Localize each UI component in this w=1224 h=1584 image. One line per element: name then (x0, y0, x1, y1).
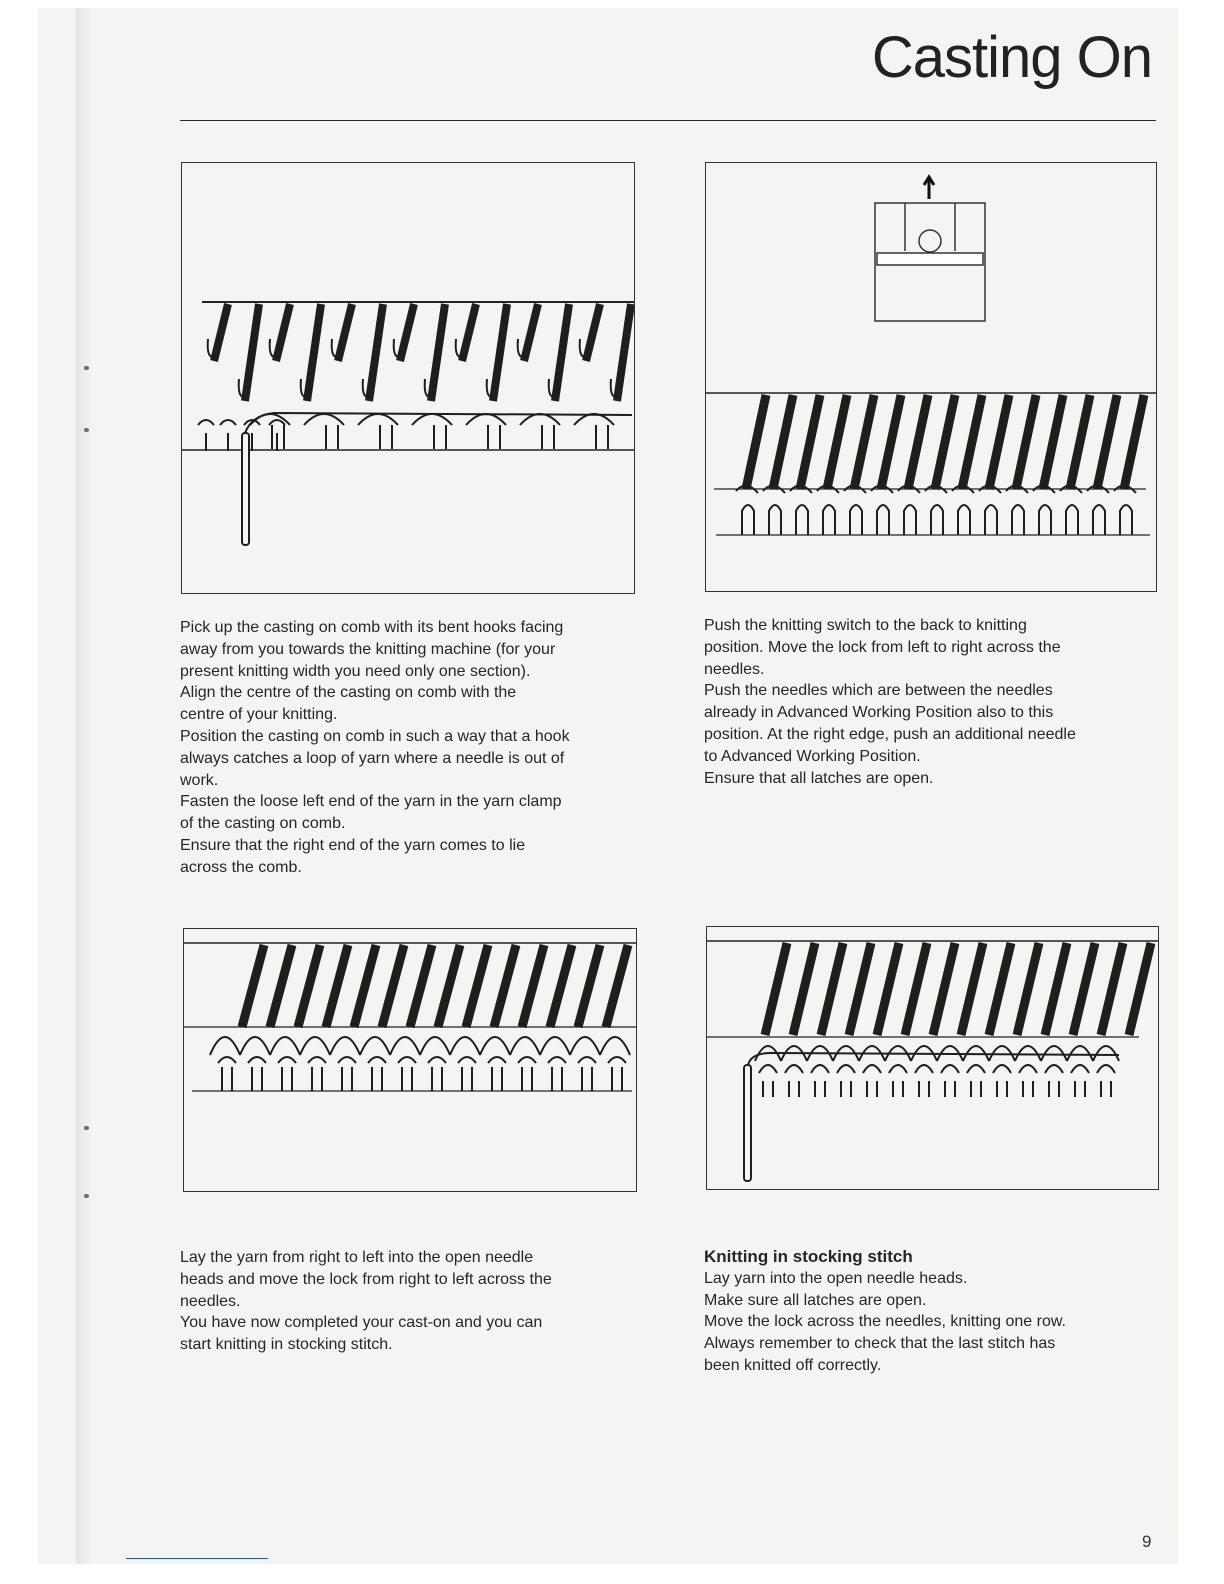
comb-tooth (338, 304, 352, 361)
needle (1016, 395, 1036, 489)
needle (989, 395, 1009, 489)
needle (326, 945, 348, 1027)
needle-head (1060, 485, 1082, 535)
needle (494, 945, 516, 1027)
casting-comb-illustration-icon (182, 163, 634, 593)
needle (1043, 395, 1063, 489)
comb-tooth (493, 304, 507, 401)
needle-head (898, 485, 920, 535)
needle (410, 945, 432, 1027)
yarn-loop (480, 1037, 510, 1091)
comb-tooth (524, 304, 538, 361)
text-line: heads and move the lock from right to left across the (180, 1270, 552, 1288)
text-line: Ensure that the right end of the yarn comes to lie (180, 836, 526, 854)
text-line: start knitting in stocking stitch. (180, 1336, 393, 1354)
text-line: Ensure that all latches are open. (704, 769, 934, 787)
yarn-loop (358, 414, 398, 449)
needle (765, 943, 787, 1035)
text-line: present knitting width you need only one section). (180, 662, 531, 680)
comb-tooth (400, 304, 414, 361)
text-line: position. Move the lock from left to right across the (704, 638, 1061, 656)
needle-head (817, 485, 839, 535)
needle-head (925, 485, 947, 535)
text-line: Position the casting on comb in such a way that a hook (180, 727, 570, 745)
text-line: across the comb. (180, 858, 302, 876)
yarn-loop (420, 1037, 450, 1091)
needle-head (979, 485, 1001, 535)
figure-stocking-stitch (706, 926, 1159, 1190)
comb-tooth (369, 304, 383, 401)
needle (877, 943, 899, 1035)
binding-edge (76, 8, 92, 1564)
text-line: Fasten the loose left end of the yarn in the yarn clamp (180, 793, 562, 811)
stitch-loop (1093, 1046, 1119, 1097)
text-line: Always remember to check that the last stitch has (704, 1335, 1056, 1353)
knitting-switch-and-needles-illustration-icon (706, 163, 1156, 591)
yarn-loop (540, 1037, 570, 1091)
text-line: position. At the right edge, push an additional needle (704, 725, 1076, 743)
needle-head (871, 485, 893, 535)
yarn-loop (520, 414, 560, 449)
text-line: centre of your knitting. (180, 706, 338, 724)
figure-knitting-switch (705, 162, 1157, 592)
needle (854, 395, 874, 489)
title-divider (180, 120, 1156, 121)
needle-head (1114, 485, 1136, 535)
yarn-loop (360, 1037, 390, 1091)
yarn-loop (300, 1037, 330, 1091)
step-4-text (704, 1246, 1174, 1377)
needle-head (844, 485, 866, 535)
text-line: always catches a loop of yarn where a needle is out of (180, 749, 565, 767)
text-line: Push the knitting switch to the back to knitting (704, 617, 1027, 634)
yarn-loop (600, 1037, 630, 1091)
needle (933, 943, 955, 1035)
needle (989, 943, 1011, 1035)
comb-tooth (586, 304, 600, 361)
yarn-loop (450, 1037, 480, 1091)
needle (849, 943, 871, 1035)
needle (800, 395, 820, 489)
needle (1129, 943, 1151, 1035)
yarn-loop (240, 1037, 270, 1091)
text-line: Move the lock across the needles, knitting one row. (704, 1313, 1066, 1331)
needle (466, 945, 488, 1027)
binder-hole (84, 1194, 89, 1198)
needle (1124, 395, 1144, 489)
needle (578, 945, 600, 1027)
needle (1073, 943, 1095, 1035)
comb-tooth (431, 304, 445, 401)
needle (270, 945, 292, 1027)
needle (746, 395, 766, 489)
figure-casting-comb (181, 162, 635, 594)
yarn-loop (330, 1037, 360, 1091)
needle (881, 395, 901, 489)
yarn-loop (304, 414, 344, 449)
text-line: away from you towards the knitting machine (for your (180, 640, 556, 658)
text-line: Lay yarn into the open needle heads. (704, 1269, 968, 1287)
needle (298, 945, 320, 1027)
yarn-in-needle-heads-illustration-icon (184, 929, 636, 1191)
yarn-loop (466, 414, 506, 449)
needle (905, 943, 927, 1035)
text-line: Pick up the casting on comb with its bent hooks facing (180, 619, 564, 636)
step-2-text (704, 615, 1174, 789)
needle (382, 945, 404, 1027)
binder-hole (84, 1126, 89, 1130)
needle (773, 395, 793, 489)
needle (354, 945, 376, 1027)
needle-head (952, 485, 974, 535)
needle (962, 395, 982, 489)
step-3-text (180, 1247, 650, 1356)
needle (550, 945, 572, 1027)
yarn-loop (412, 414, 452, 449)
needle-head (763, 485, 785, 535)
text-line: work. (180, 771, 219, 789)
text-line: Lay the yarn from right to left into the open needle (180, 1249, 534, 1266)
needle (1097, 395, 1117, 489)
figure-yarn-needle-heads (183, 928, 637, 1192)
needle-head (736, 485, 758, 535)
needle-head (1006, 485, 1028, 535)
needle (821, 943, 843, 1035)
comb-tooth (245, 304, 259, 401)
footer-link-rule (126, 1558, 268, 1559)
step-1-text (180, 617, 650, 879)
needle (908, 395, 928, 489)
needle-head (1033, 485, 1055, 535)
text-line: Make sure all latches are open. (704, 1291, 927, 1309)
text-line: been knitted off correctly. (704, 1356, 882, 1374)
stocking-stitch-illustration-icon (707, 927, 1158, 1189)
page-title: Casting On (871, 25, 1152, 90)
yarn-loop (390, 1037, 420, 1091)
section-heading: Knitting in stocking stitch (704, 1247, 913, 1266)
needle-head (1087, 485, 1109, 535)
comb-tooth (462, 304, 476, 361)
needle (438, 945, 460, 1027)
text-line: You have now completed your cast-on and you can (180, 1314, 543, 1332)
needle (522, 945, 544, 1027)
comb-tooth (617, 304, 631, 401)
needle-head (790, 485, 812, 535)
comb-tooth (307, 304, 321, 401)
text-line: needles. (704, 660, 765, 678)
text-line: to Advanced Working Position. (704, 747, 921, 765)
needle (793, 943, 815, 1035)
text-line: Align the centre of the casting on comb with the (180, 684, 517, 702)
needle (935, 395, 955, 489)
comb-tooth (555, 304, 569, 401)
text-line: already in Advanced Working Position also to this (704, 704, 1054, 722)
needle (606, 945, 628, 1027)
needle (242, 945, 264, 1027)
text-line: needles. (180, 1292, 241, 1310)
yarn-loop (270, 1037, 300, 1091)
text-line: Push the needles which are between the needles (704, 682, 1053, 700)
comb-tooth (276, 304, 290, 361)
binder-hole (84, 428, 89, 432)
needle (1101, 943, 1123, 1035)
needle (1070, 395, 1090, 489)
needle (1017, 943, 1039, 1035)
comb-tooth (214, 304, 228, 361)
yarn-loop (210, 1037, 240, 1091)
yarn-loop (570, 1037, 600, 1091)
stitch-loop (1067, 1046, 1093, 1097)
text-line: of the casting on comb. (180, 815, 346, 833)
yarn-loop (574, 414, 614, 449)
yarn-loop (510, 1037, 540, 1091)
needle (1045, 943, 1067, 1035)
page-number: 9 (1142, 1532, 1152, 1551)
needle (961, 943, 983, 1035)
needle (827, 395, 847, 489)
binder-hole (84, 366, 89, 370)
